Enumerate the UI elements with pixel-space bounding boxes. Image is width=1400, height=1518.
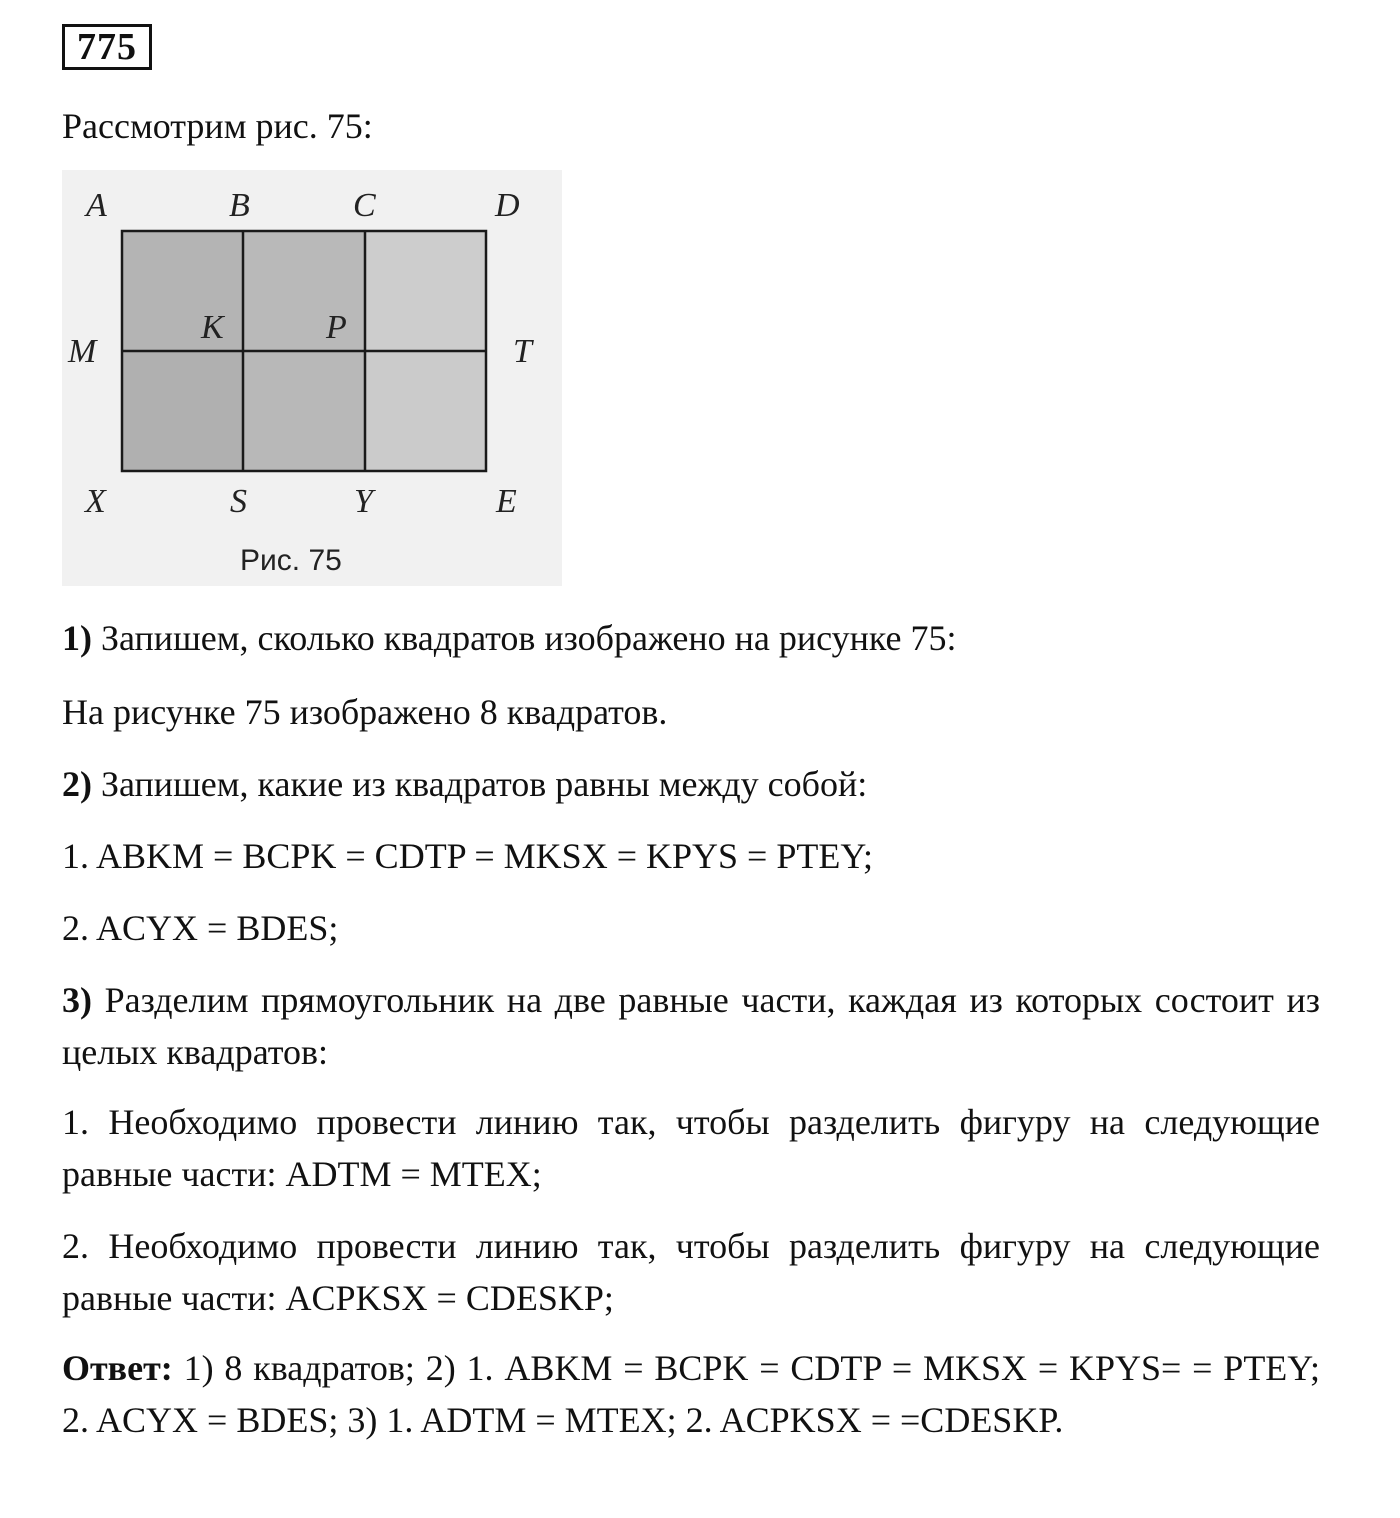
step2-item1: 1. ABKM = BCPK = CDTP = MKSX = KPYS = PTEY; [62, 836, 874, 876]
label-m: M [68, 333, 97, 370]
label-s: S [230, 483, 247, 520]
figure-caption: Рис. 75 [240, 544, 342, 577]
label-p: P [326, 309, 347, 346]
label-t: T [513, 333, 532, 370]
step1-result: На рисунке 75 изображено 8 квадратов. [62, 692, 668, 732]
label-y: Y [354, 483, 373, 520]
square-mksx [122, 351, 243, 471]
figure-75 [62, 170, 562, 586]
step2-text: Запишем, какие из квадратов равны между собой: [92, 764, 868, 804]
label-k: K [201, 309, 224, 346]
intro-text: Рассмотрим рис. 75: [62, 106, 373, 146]
square-abkm [122, 231, 243, 351]
step2-heading [62, 758, 1320, 810]
label-e: E [496, 483, 517, 520]
answer-label: Ответ: [62, 1348, 173, 1388]
step3-item2: 2. Необходимо провести линию так, чтобы разделить фигуру на следующие равные части: ACPKSX = CDESKP; [62, 1226, 1320, 1318]
label-x: X [85, 483, 106, 520]
step3-item1: 1. Необходимо провести линию так, чтобы разделить фигуру на следующие равные части: ADTM = MTEX; [62, 1102, 1320, 1194]
step3-heading [62, 974, 1320, 1078]
step2-item2: 2. ACYX = BDES; [62, 908, 339, 948]
label-c: C [353, 187, 376, 224]
square-cdtp [365, 231, 486, 351]
label-a: A [86, 187, 107, 224]
step2-marker: 2) [62, 764, 92, 804]
rectangle-diagram [62, 170, 562, 586]
step3-text: Разделим прямоугольник на две равные части, каждая из которых состоит из целых квадратов: [62, 980, 1320, 1072]
label-b: B [229, 187, 250, 224]
square-kpys [243, 351, 365, 471]
step3-marker: 3) [62, 980, 92, 1020]
answer-paragraph [62, 1342, 1320, 1446]
square-ptey [365, 351, 486, 471]
step1-heading [62, 612, 1320, 664]
label-d: D [495, 187, 520, 224]
answer-text: 1) 8 квадратов; 2) 1. ABKM = BCPK = CDTP = MKSX = KPYS= = PTEY; 2. ACYX = BDES; 3) 1. ADTM = MTEX; 2. ACPKSX = =CDESKP. [62, 1348, 1320, 1440]
step1-marker: 1) [62, 618, 92, 658]
problem-number: 775 [62, 24, 152, 70]
step1-text: Запишем, сколько квадратов изображено на рисунке 75: [92, 618, 957, 658]
